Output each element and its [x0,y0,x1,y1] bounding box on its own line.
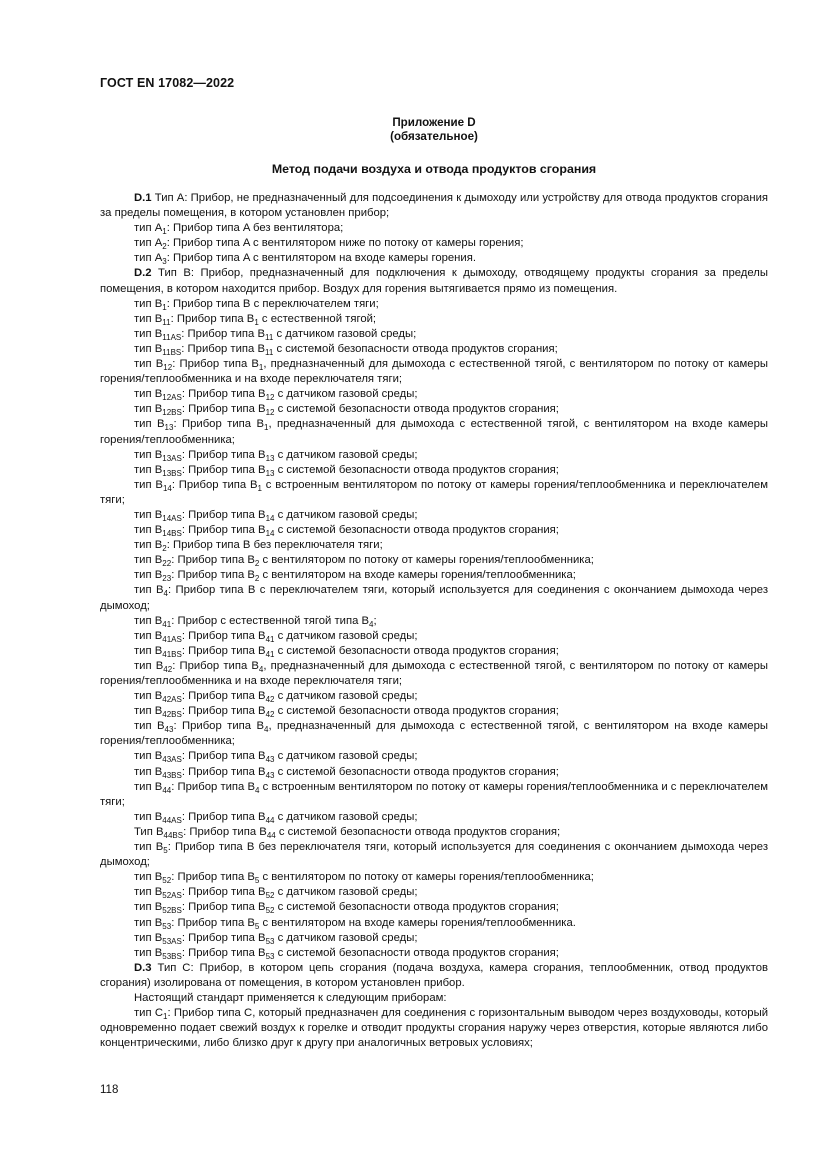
paragraph: Настоящий стандарт применяется к следующим приборам: [134,991,447,1004]
type-subscript: 41 [265,634,275,644]
type-subscript: 43BS [162,770,182,780]
type-subscript: 52 [265,906,275,916]
type-subscript: 52BS [162,906,182,916]
page-number: 118 [100,1084,119,1096]
type-subscript: 41 [162,619,172,629]
type-subscript: 4 [258,664,264,674]
paragraph: тип $B_{12}$: Прибор типа $B_1$, предназначенный для дымохода с естественной тягой, с вентилятором по потоку от камеры горения/теплообменника и на входе переключателя тяги; [100,358,768,386]
type-subscript: 52AS [162,891,182,901]
type-subscript: 1 [162,227,167,237]
paragraph: тип $B_{42AS}$: Прибор типа $B_{42}$ с датчиком газовой среды; [134,690,418,705]
type-subscript: 1 [254,317,259,327]
clause-number: D.2 [134,267,152,280]
paragraph: тип $B_{11}$: Прибор типа $B_1$ с естественной тягой; [134,312,377,327]
type-subscript: 12 [163,363,173,373]
paragraph: Тип $B_{44BS}$: Прибор типа $B_{44}$ с системой безопасности отвода продуктов сгорания; [134,825,561,840]
annex-heading [100,116,768,144]
paragraph: тип $B_{41AS}$: Прибор типа $B_{41}$ с датчиком газовой среды; [134,629,418,644]
paragraph: тип $B_{42BS}$: Прибор типа $B_{42}$ с системой безопасности отвода продуктов сгорания; [134,705,559,720]
paragraph: тип $B_{52BS}$: Прибор типа $B_{52}$ с системой безопасности отвода продуктов сгорания; [134,901,559,916]
type-subscript: 11AS [162,332,182,342]
paragraph: D.1 Тип A: Прибор, не предназначенный для подсоединения к дымоходу или устройству для отвода продуктов сгорания за пределы помещения, в котором установлен прибор; [100,192,768,220]
document-header: ГОСТ EN 17082—2022 [100,76,235,90]
type-subscript: 42AS [162,695,182,705]
type-subscript: 11BS [162,347,182,357]
type-subscript: 13BS [162,468,182,478]
type-subscript: 13 [265,468,275,478]
type-subscript: 12 [265,408,275,418]
paragraph: тип $B_{43BS}$: Прибор типа $B_{43}$ с системой безопасности отвода продуктов сгорания; [134,765,559,780]
type-subscript: 44AS [162,815,182,825]
paragraph: тип $B_{43}$: Прибор типа $B_4$, предназначенный для дымохода с естественной тягой, с вентилятором на входе камеры горения/теплообменника; [100,720,768,748]
type-subscript: 14AS [162,513,182,523]
paragraph: D.3 Тип C: Прибор, в котором цепь сгорания (подача воздуха, камера сгорания, теплообменник, отвод продуктов сгорания) изолирована от помещения, в котором установлен прибор. [100,961,768,989]
type-subscript: 4 [263,725,269,735]
type-subscript: 5 [254,876,260,886]
type-subscript: 14 [162,483,172,493]
type-subscript: 42 [265,695,275,705]
type-subscript: 44BS [163,830,184,840]
type-subscript: 13AS [162,453,182,463]
paragraph: тип $B_{14}$: Прибор типа $B_1$ с встроенным вентилятором по потоку от камеры горения/теплообменника и переключателем тяги; [100,478,768,506]
paragraph: тип $B_{13AS}$: Прибор типа $B_{13}$ с датчиком газовой среды; [134,448,418,463]
type-subscript: 3 [162,257,167,267]
type-subscript: 12BS [162,408,182,418]
type-subscript: 1 [162,302,167,312]
paragraph: тип $B_{52}$: Прибор типа $B_5$ с вентилятором по потоку от камеры горения/теплообменника; [134,871,594,886]
type-subscript: 53BS [162,951,182,961]
paragraph: тип $B_5$: Прибор типа B без переключателя тяги, который используется для соединения с окончанием дымохода через дымоход; [100,841,769,869]
type-subscript: 4 [255,785,260,795]
paragraph: тип $B_{52AS}$: Прибор типа $B_{52}$ с датчиком газовой среды; [134,886,418,901]
paragraph: тип $B_{23}$: Прибор типа $B_2$ с вентилятором на входе камеры горения/теплообменника; [134,569,576,584]
body-text [100,191,768,1051]
type-subscript: 22 [162,559,172,569]
type-subscript: 42 [265,710,275,720]
type-subscript: 42BS [162,710,182,720]
paragraph: тип $B_{11BS}$: Прибор типа $B_{11}$ с системой безопасности отвода продуктов сгорания; [134,342,558,357]
type-subscript: 53 [162,921,172,931]
type-subscript: 12 [265,393,275,403]
clause-number: D.3 [134,961,152,974]
type-subscript: 1 [163,1012,168,1022]
type-subscript: 41AS [162,634,182,644]
annex-status: (обязательное) [390,130,478,143]
paragraph: тип $B_{13}$: Прибор типа $B_1$, предназначенный для дымохода с естественной тягой, с вентилятором на входе камеры горения/теплообменника; [100,418,768,446]
type-subscript: 44 [265,815,275,825]
paragraph: тип $B_{41BS}$: Прибор типа $B_{41}$ с системой безопасности отвода продуктов сгорания; [134,644,559,659]
clause-number: D.1 [134,192,152,204]
type-subscript: 53AS [162,936,182,946]
type-subscript: 2 [162,242,167,252]
type-subscript: 13 [265,453,275,463]
paragraph: тип $B_{12AS}$: Прибор типа $B_{12}$ с датчиком газовой среды; [134,388,418,403]
type-subscript: 2 [254,574,260,584]
type-subscript: 1 [263,423,269,433]
type-subscript: 43 [265,770,275,780]
type-subscript: 52 [265,891,275,901]
type-subscript: 14 [265,513,275,523]
paragraph: тип $B_{44}$: Прибор типа $B_4$ с встроенным вентилятором по потоку от камеры горения/теплообменника и с переключателем тяги; [100,780,768,808]
annex-label: Приложение D [392,116,476,129]
type-subscript: 13 [164,423,174,433]
type-subscript: 52 [162,876,172,886]
type-subscript: 12AS [162,393,182,403]
type-subscript: 5 [163,846,168,856]
paragraph: тип $A_3$: Прибор типа A с вентилятором на входе камеры горения. [134,252,476,267]
type-subscript: 4 [369,619,374,629]
type-subscript: 14BS [162,529,182,539]
type-subscript: 23 [162,574,172,584]
type-subscript: 41 [265,649,275,659]
annex-title: Метод подачи воздуха и отвода продуктов сгорания [271,162,597,176]
type-subscript: 43 [164,725,174,735]
paragraph: тип $B_{14BS}$: Прибор типа $B_{14}$ с системой безопасности отвода продуктов сгорания; [134,524,559,539]
type-subscript: 1 [258,363,264,373]
paragraph: тип $B_{42}$: Прибор типа $B_4$, предназначенный для дымохода с естественной тягой, с вентилятором по потоку от камеры горения/теплообменника и на входе переключателя тяги; [100,659,768,687]
paragraph: тип $B_{12BS}$: Прибор типа $B_{12}$ с системой безопасности отвода продуктов сгорания; [134,403,559,418]
type-subscript: 41BS [162,649,182,659]
paragraph: тип $B_{22}$: Прибор типа $B_2$ с вентилятором по потоку от камеры горения/теплообменника; [134,554,594,569]
paragraph: тип $B_{14AS}$: Прибор типа $B_{14}$ с датчиком газовой среды; [134,508,418,523]
type-subscript: 4 [163,589,168,599]
type-subscript: 2 [162,544,167,554]
type-subscript: 11 [162,317,171,327]
type-subscript: 5 [254,921,260,931]
paragraph: тип $B_{44AS}$: Прибор типа $B_{44}$ с датчиком газовой среды; [134,810,418,825]
paragraph: тип $B_{53}$: Прибор типа $B_5$ с вентилятором на входе камеры горения/теплообменника. [134,916,576,931]
paragraph: тип $B_2$: Прибор типа B без переключателя тяги; [134,539,383,554]
paragraph: тип $B_4$: Прибор типа B с переключателем тяги, который используется для соединения с окончанием дымохода через дымоход; [100,584,769,612]
paragraph: тип $B_{53AS}$: Прибор типа $B_{53}$ с датчиком газовой среды; [134,931,418,946]
paragraph: тип $C_1$: Прибор типа C, который предназначен для соединения с горизонтальным выводом через воздуховоды, который одновременно подает свежий воздух к горелке и отводит продукты сгорания наружу через отверстия, которые являются либо концентрическими, либо близко друг к другу при аналогичных ветровых условиях; [100,1007,768,1050]
type-subscript: 53 [265,951,275,961]
type-subscript: 44 [266,830,276,840]
paragraph: тип $B_{43AS}$: Прибор типа $B_{43}$ с датчиком газовой среды; [134,750,418,765]
paragraph: тип $A_2$: Прибор типа A с вентилятором ниже по потоку от камеры горения; [134,237,524,252]
type-subscript: 11 [265,347,274,357]
paragraph: тип $B_1$: Прибор типа B с переключателем тяги; [134,297,379,312]
paragraph: тип $B_{53BS}$: Прибор типа $B_{53}$ с системой безопасности отвода продуктов сгорания; [134,946,559,961]
paragraph: тип $A_1$: Прибор типа A без вентилятора; [134,222,344,237]
type-subscript: 43 [265,755,275,765]
paragraph: тип $B_{41}$: Прибор с естественной тягой типа $B_4$; [134,614,377,629]
paragraph: тип $B_{13BS}$: Прибор типа $B_{13}$ с системой безопасности отвода продуктов сгорания; [134,463,559,478]
type-subscript: 42 [163,664,173,674]
paragraph: D.2 Тип B: Прибор, предназначенный для подключения к дымоходу, отводящему продукты сгорания за пределы помещения, в котором находится прибор. Воздух для горения вытягивается прямо из помещения. [100,267,768,295]
paragraph: тип $B_{11AS}$: Прибор типа $B_{11}$ с датчиком газовой среды; [134,327,417,342]
type-subscript: 11 [265,332,274,342]
type-subscript: 1 [257,483,262,493]
type-subscript: 43AS [162,755,182,765]
type-subscript: 2 [254,559,260,569]
type-subscript: 44 [162,785,172,795]
type-subscript: 14 [265,529,275,539]
type-subscript: 53 [265,936,275,946]
